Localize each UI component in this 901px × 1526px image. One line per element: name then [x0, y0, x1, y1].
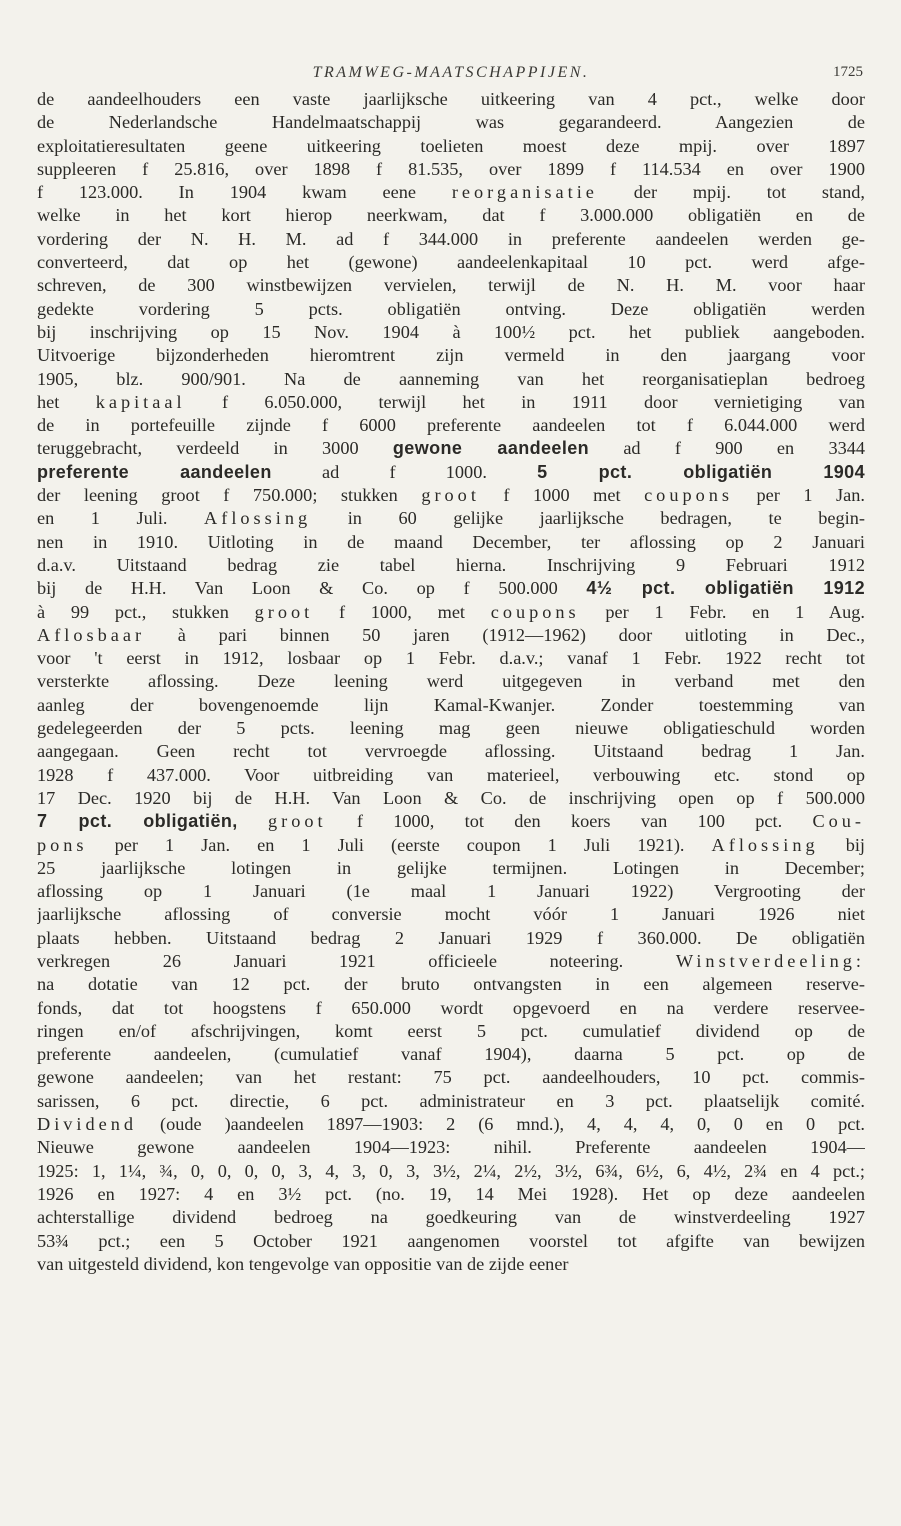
- text-segment: en 1 Juli.: [37, 508, 205, 529]
- text-line: [37, 880, 865, 903]
- text-segment: bij de H.H. Van Loon & Co. op f 500.000: [37, 578, 587, 599]
- text-line: [37, 950, 865, 973]
- text-line: [37, 1160, 865, 1183]
- text-line: [37, 1066, 865, 1089]
- text-line: [37, 274, 865, 297]
- text-segment: het: [37, 391, 96, 412]
- text-line: [37, 111, 865, 134]
- body-text: [37, 88, 865, 1276]
- spaced-emphasis-text: kapitaal: [95, 391, 186, 412]
- text-segment: 1928 f 437.000. Voor uitbreiding van materieel, verbouwing etc. stond op: [37, 764, 865, 785]
- text-segment: aflossing op 1 Januari (1e maal 1 Januari 1922) Vergrooting der: [37, 881, 865, 902]
- text-segment: exploitatieresultaten geene uitkeering toelieten moest deze mpij. over 1897: [37, 135, 865, 156]
- text-segment: versterkte aflossing. Deze leening werd uitgegeven in verband met den: [37, 671, 865, 692]
- text-segment: preferente aandeelen, (cumulatief vanaf 1904), daarna 5 pct. op de: [37, 1044, 865, 1065]
- text-line: [37, 507, 865, 530]
- text-segment: verkregen 26 Januari 1921 officieele noteering.: [37, 950, 676, 971]
- text-segment: vordering der N. H. M. ad f 344.000 in preferente aandeelen werden ge-: [37, 228, 865, 249]
- text-line: [37, 1113, 865, 1136]
- text-segment: de aandeelhouders een vaste jaarlijksche uitkeering van 4 pct., welke door: [37, 89, 865, 109]
- text-segment: 1926 en 1927: 4 en 3½ pct. (no. 19, 14 Mei 1928). Het op deze aandeelen: [37, 1183, 865, 1204]
- text-line: [37, 228, 865, 251]
- text-segment: fonds, dat tot hoogstens f 650.000 wordt opgevoerd en na verdere reservee-: [37, 997, 865, 1018]
- text-line: [37, 903, 865, 926]
- spaced-emphasis-text: Aflossing: [711, 834, 819, 855]
- bold-heading-text: gewone aandeelen: [392, 438, 590, 459]
- text-segment: suppleeren f 25.816, over 1898 f 81.535, over 1899 f 114.534 en over 1900: [37, 158, 865, 179]
- text-line: [37, 670, 865, 693]
- bold-heading-text: 5 pct. obligatiën 1904: [537, 461, 865, 482]
- text-segment: per 1 Jan.: [733, 485, 865, 506]
- text-segment: plaats hebben. Uitstaand bedrag 2 Januari 1929 f 360.000. De obligatiën: [37, 927, 865, 948]
- text-segment: Uitvoerige bijzonderheden hieromtrent zijn vermeld in den jaargang voor: [37, 345, 865, 366]
- text-segment: voor 't eerst in 1912, losbaar op 1 Febr. d.a.v.; vanaf 1 Febr. 1922 recht tot: [37, 648, 865, 669]
- text-line: [37, 1183, 865, 1206]
- text-line: [37, 787, 865, 810]
- text-segment: à pari binnen 50 jaren (1912—1962) door uitloting in Dec.,: [145, 624, 865, 645]
- spaced-emphasis-text: groot: [421, 485, 480, 506]
- text-segment: 17 Dec. 1920 bij de H.H. Van Loon & Co. de inschrijving open op f 500.000: [37, 787, 865, 808]
- text-segment: d.a.v. Uitstaand bedrag zie tabel hierna. Inschrijving 9 Februari 1912: [37, 554, 865, 575]
- spaced-emphasis-text: reorganisatie: [451, 182, 598, 203]
- text-segment: nen in 1910. Uitloting in de maand December, ter aflossing op 2 Januari: [37, 531, 865, 552]
- text-line: [37, 1253, 865, 1276]
- text-line: [37, 1206, 865, 1229]
- text-segment: 1925: 1, 1¼, ¾, 0, 0, 0, 0, 3, 4, 3, 0, 3, 3½, 2¼, 2½, 3½, 6¾, 6½, 6, 4½, 2¾ en 4 pct.;: [37, 1160, 865, 1181]
- text-line: [37, 764, 865, 787]
- spaced-emphasis-text: Winstverdeeling:: [675, 950, 865, 971]
- spaced-emphasis-text: Aflossing: [204, 508, 312, 529]
- text-segment: à 99 pct., stukken: [37, 601, 255, 622]
- text-line: [37, 973, 865, 996]
- text-line: [37, 717, 865, 740]
- text-line: [37, 344, 865, 367]
- text-segment: 53¾ pct.; een 5 October 1921 aangenomen voorstel tot afgifte van bewijzen: [37, 1230, 865, 1251]
- text-segment: gewone aandeelen; van het restant: 75 pct. aandeelhouders, 10 pct. commis-: [37, 1067, 865, 1088]
- text-segment: teruggebracht, verdeeld in 3000: [37, 438, 393, 459]
- text-line: [37, 251, 865, 274]
- text-line: [37, 437, 865, 460]
- text-line: [37, 810, 865, 833]
- text-segment: ad f 1000.: [271, 461, 538, 482]
- text-line: [37, 1043, 865, 1066]
- text-line: [37, 601, 865, 624]
- text-segment: achterstallige dividend bedroeg na goedkeuring van de winstverdeeling 1927: [37, 1207, 865, 1228]
- spaced-emphasis-text: coupons: [490, 601, 580, 622]
- text-segment: der leening groot f 750.000; stukken: [37, 485, 422, 506]
- text-segment: per 1 Febr. en 1 Aug.: [579, 601, 865, 622]
- text-segment: 1905, blz. 900/901. Na de aanneming van het reorganisatieplan bedroeg: [37, 368, 865, 389]
- text-segment: f 6.050.000, terwijl het in 1911 door vernietiging van: [185, 391, 865, 412]
- text-line: [37, 1230, 865, 1253]
- text-line: [37, 204, 865, 227]
- bold-heading-text: preferente aandeelen: [37, 461, 272, 482]
- text-line: [37, 834, 865, 857]
- text-line: [37, 181, 865, 204]
- text-segment: f 1000, tot den koers van 100 pct.: [326, 811, 813, 832]
- text-line: [37, 740, 865, 763]
- text-segment: in 60 gelijke jaarlijksche bedragen, te begin-: [311, 508, 865, 529]
- text-line: [37, 321, 865, 344]
- text-segment: gedelegeerden der 5 pcts. leening mag geen nieuwe obligatieschuld worden: [37, 718, 865, 739]
- text-segment: f 123.000. In 1904 kwam eene: [37, 182, 452, 203]
- text-segment: (oude )aandeelen 1897—1903: 2 (6 mnd.), 4, 4, 4, 0, 0 en 0 pct.: [137, 1114, 865, 1135]
- text-segment: de in portefeuille zijnde f 6000 preferente aandeelen tot f 6.044.000 werd: [37, 415, 865, 436]
- text-segment: na dotatie van 12 pct. der bruto ontvangsten in een algemeen reserve-: [37, 974, 865, 995]
- spaced-emphasis-text: groot: [254, 601, 314, 622]
- text-line: [37, 624, 865, 647]
- text-line: [37, 461, 865, 484]
- text-segment: per 1 Jan. en 1 Juli (eerste coupon 1 Juli 1921).: [87, 834, 712, 855]
- text-segment: aanleg der bovengenoemde lijn Kamal-Kwanjer. Zonder toestemming van: [37, 694, 865, 715]
- text-segment: [238, 811, 268, 831]
- text-line: [37, 1136, 865, 1159]
- page-number: 1725: [833, 64, 863, 80]
- text-segment: de Nederlandsche Handelmaatschappij was gegarandeerd. Aangezien de: [37, 112, 865, 133]
- text-segment: van uitgesteld dividend, kon tengevolge van oppositie van de zijde eener: [37, 1253, 569, 1274]
- spaced-emphasis-text: pons: [37, 834, 88, 855]
- text-segment: Nieuwe gewone aandeelen 1904—1923: nihil. Preferente aandeelen 1904—: [37, 1137, 865, 1158]
- text-line: [37, 577, 865, 600]
- text-segment: der mpij. tot stand,: [597, 182, 865, 203]
- text-segment: f 1000, met: [313, 601, 491, 622]
- text-line: [37, 414, 865, 437]
- text-line: [37, 1090, 865, 1113]
- text-line: [37, 554, 865, 577]
- text-line: [37, 997, 865, 1020]
- text-segment: 25 jaarlijksche lotingen in gelijke termijnen. Lotingen in December;: [37, 857, 865, 878]
- text-line: [37, 135, 865, 158]
- text-segment: ringen en/of afschrijvingen, komt eerst 5 pct. cumulatief dividend op de: [37, 1020, 865, 1041]
- spaced-emphasis-text: Cou-: [812, 811, 865, 832]
- text-segment: bij: [818, 834, 865, 855]
- text-line: [37, 694, 865, 717]
- page-header: [37, 56, 865, 86]
- text-segment: gedekte vordering 5 pcts. obligatiën ontving. Deze obligatiën werden: [37, 298, 865, 319]
- running-title: TRAMWEG-MAATSCHAPPIJEN.: [312, 64, 590, 81]
- spaced-emphasis-text: Dividend: [37, 1114, 138, 1135]
- spaced-emphasis-text: coupons: [644, 485, 733, 506]
- bold-heading-text: 7 pct. obligatiën,: [37, 811, 238, 832]
- text-segment: bij inschrijving op 15 Nov. 1904 à 100½ pct. het publiek aangeboden.: [37, 321, 865, 342]
- text-line: [37, 484, 865, 507]
- text-line: [37, 158, 865, 181]
- text-line: [37, 1020, 865, 1043]
- text-line: [37, 647, 865, 670]
- text-segment: aangegaan. Geen recht tot vervroegde aflossing. Uitstaand bedrag 1 Jan.: [37, 741, 865, 762]
- spaced-emphasis-text: groot: [267, 811, 327, 832]
- text-segment: schreven, de 300 winstbewijzen vervielen, terwijl de N. H. M. voor haar: [37, 275, 865, 296]
- text-segment: welke in het kort hierop neerkwam, dat f 3.000.000 obligatiën en de: [37, 205, 865, 226]
- text-segment: ad f 900 en 3344: [589, 438, 865, 459]
- text-line: [37, 927, 865, 950]
- text-line: [37, 531, 865, 554]
- text-line: [37, 391, 865, 414]
- text-segment: jaarlijksche aflossing of conversie mocht vóór 1 Januari 1926 niet: [37, 904, 865, 925]
- text-line: [37, 368, 865, 391]
- spaced-emphasis-text: Aflosbaar: [37, 624, 146, 645]
- text-line: [37, 88, 865, 111]
- text-segment: f 1000 met: [479, 485, 645, 506]
- bold-heading-text: 4½ pct. obligatiën 1912: [586, 578, 865, 599]
- text-segment: converteerd, dat op het (gewone) aandeelenkapitaal 10 pct. werd afge-: [37, 252, 865, 273]
- text-line: [37, 857, 865, 880]
- text-segment: sarissen, 6 pct. directie, 6 pct. administrateur en 3 pct. plaatselijk comité.: [37, 1090, 865, 1111]
- text-line: [37, 298, 865, 321]
